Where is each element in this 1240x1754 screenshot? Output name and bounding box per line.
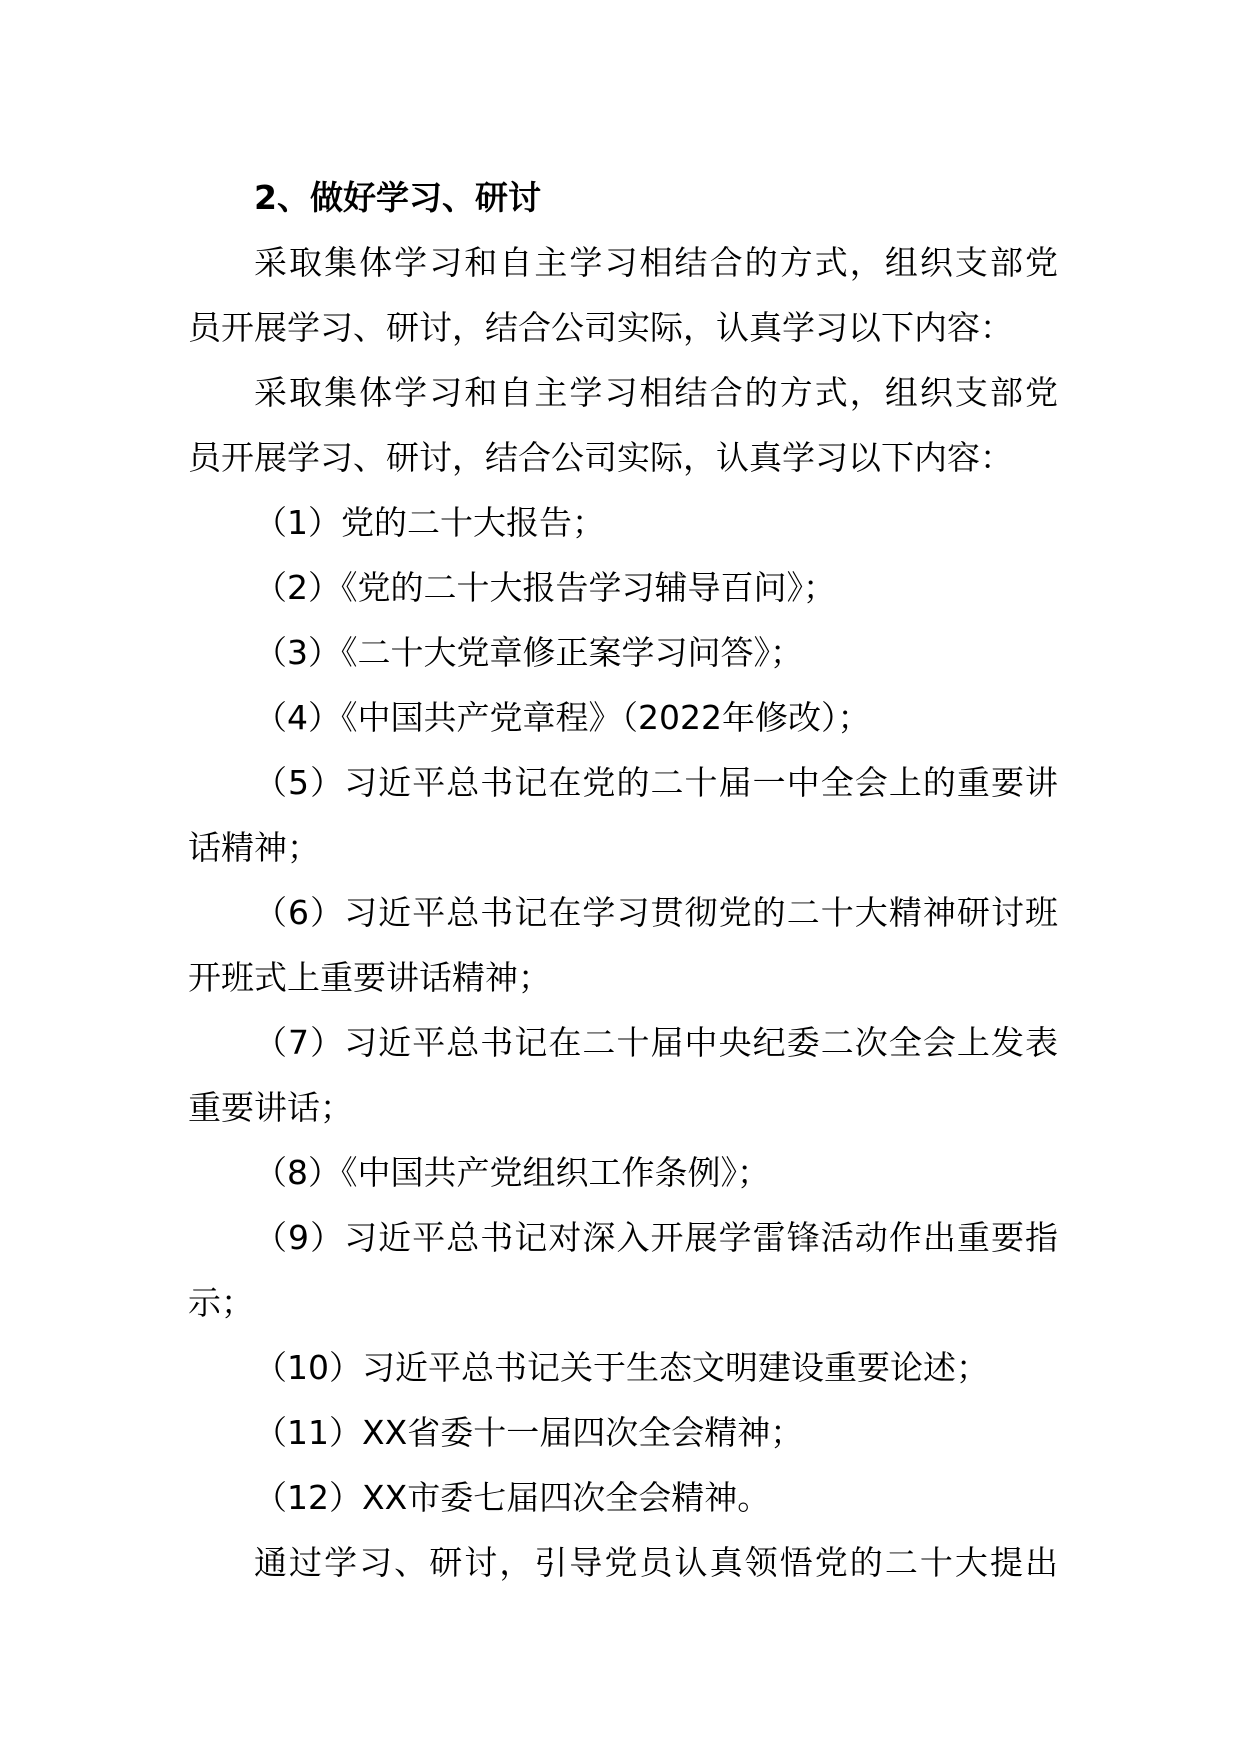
document-page: [188, 165, 1058, 1595]
list-item-6-line-2: 开班式上重要讲话精神；: [188, 958, 551, 997]
list-item-9-line-1: （9）习近平总书记对深入开展学雷锋活动作出重要指: [254, 1218, 1058, 1257]
list-item-2: （2）《党的二十大报告学习辅导百问》；: [254, 568, 836, 607]
list-item-11: （11）XX省委十一届四次全会精神；: [254, 1413, 804, 1452]
list-item-10: （10）习近平总书记关于生态文明建设重要论述；: [254, 1348, 989, 1387]
paragraph-2-line-1: 采取集体学习和自主学习相结合的方式，组织支部党: [254, 373, 1058, 412]
section-heading: 2、做好学习、研讨: [254, 178, 541, 217]
paragraph-1-line-1: 采取集体学习和自主学习相结合的方式，组织支部党: [254, 243, 1058, 282]
list-item-7-line-1: （7）习近平总书记在二十届中央纪委二次全会上发表: [254, 1023, 1058, 1062]
paragraph-1-line-2: 员开展学习、研讨，结合公司实际，认真学习以下内容：: [188, 308, 1013, 347]
paragraph-2-line-2: 员开展学习、研讨，结合公司实际，认真学习以下内容：: [188, 438, 1013, 477]
list-item-12: （12）XX市委七届四次全会精神。: [254, 1478, 771, 1517]
list-item-5-line-1: （5）习近平总书记在党的二十届一中全会上的重要讲: [254, 763, 1058, 802]
list-item-4: （4）《中国共产党章程》（2022年修改）；: [254, 698, 871, 737]
list-item-9-line-2: 示；: [188, 1283, 254, 1322]
list-item-6-line-1: （6）习近平总书记在学习贯彻党的二十大精神研讨班: [254, 893, 1058, 932]
list-item-5-line-2: 话精神；: [188, 828, 320, 867]
closing-paragraph-line-1: 通过学习、研讨，引导党员认真领悟党的二十大提出: [254, 1543, 1058, 1582]
list-item-1: （1）党的二十大报告；: [254, 503, 605, 542]
list-item-7-line-2: 重要讲话；: [188, 1088, 353, 1127]
list-item-8: （8）《中国共产党组织工作条例》；: [254, 1153, 770, 1192]
list-item-3: （3）《二十大党章修正案学习问答》；: [254, 633, 803, 672]
